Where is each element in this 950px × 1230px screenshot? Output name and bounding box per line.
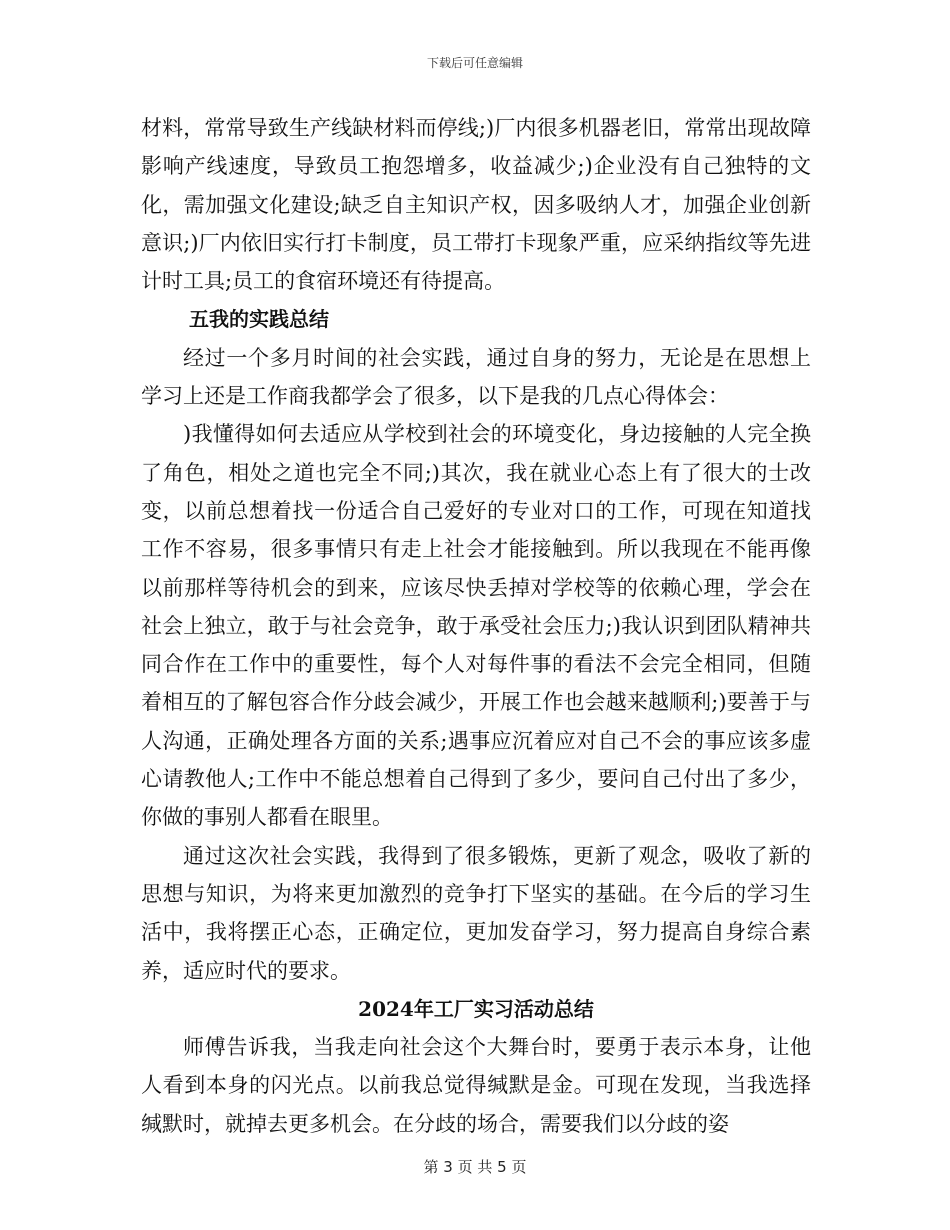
paragraph-intro: 经过一个多月时间的社会实践，通过自身的努力，无论是在思想上学习上还是工作商我都学会了很多，以下是我的几点心得体会： [141, 345, 811, 409]
paragraph-experiences: )我懂得如何去适应从学校到社会的环境变化，身边接触的人完全换了角色，相处之道也完全不同;)其次，我在就业心态上有了很大的士改变，以前总想着找一份适合自己爱好的专业对口的工作，可现在知道找工作不容易，很多事情只有走上社会才能接触到。所以我现在不能再像以前那样等待机会的到来，应该尽快丢掉对学校等的依赖心理，学会在社会上独立，敢于与社会竞争，敢于承受社会压力;)我认识到团队精神共同合作在工作中的重要性，每个人对每件事的看法不会完全相同，但随着相互的了解包容合作分歧会减少，开展工作也会越来越顺利;)要善于与人沟通，正确处理各方面的关系;遇事应沉着应对自己不会的事应该多虚心请教他人;工作中不能总想着自己得到了多少，要问自己付出了多少，你做的事别人都看在眼里。 [141, 422, 811, 830]
document-body [141, 109, 811, 1143]
page-number: 第 3 页 共 5 页 [423, 1158, 527, 1176]
section-heading-practice-summary: 五我的实践总结 [189, 307, 329, 332]
document-title-2024: 2024年工厂实习活动总结 [358, 996, 594, 1021]
paragraph-mentor-advice: 师傅告诉我，当我走向社会这个大舞台时，要勇于表示本身，让他人看到本身的闪光点。以前我总觉得缄默是金。可现在发现，当我选择缄默时，就掉去更多机会。在分歧的场合，需要我们以分歧的姿 [141, 1035, 811, 1136]
paragraph-problems: 材料，常常导致生产线缺材料而停线;)厂内很多机器老旧，常常出现故障影响产线速度，导致员工抱怨增多，收益减少;)企业没有自己独特的文化，需加强文化建设;缺乏自主知识产权，因多吸纳人才，加强企业创新意识;)厂内依旧实行打卡制度，员工带打卡现象严重，应采纳指纹等先进计时工具;员工的食宿环境还有待提高。 [141, 116, 811, 294]
page-header: 下载后可任意编辑 [426, 56, 523, 70]
paragraph-conclusion: 通过这次社会实践，我得到了很多锻炼，更新了观念，吸收了新的思想与知识，为将来更加激烈的竞争打下坚实的基础。在今后的学习生活中，我将摆正心态，正确定位，更加发奋学习，努力提高自身综合素养，适应时代的要求。 [141, 843, 811, 983]
